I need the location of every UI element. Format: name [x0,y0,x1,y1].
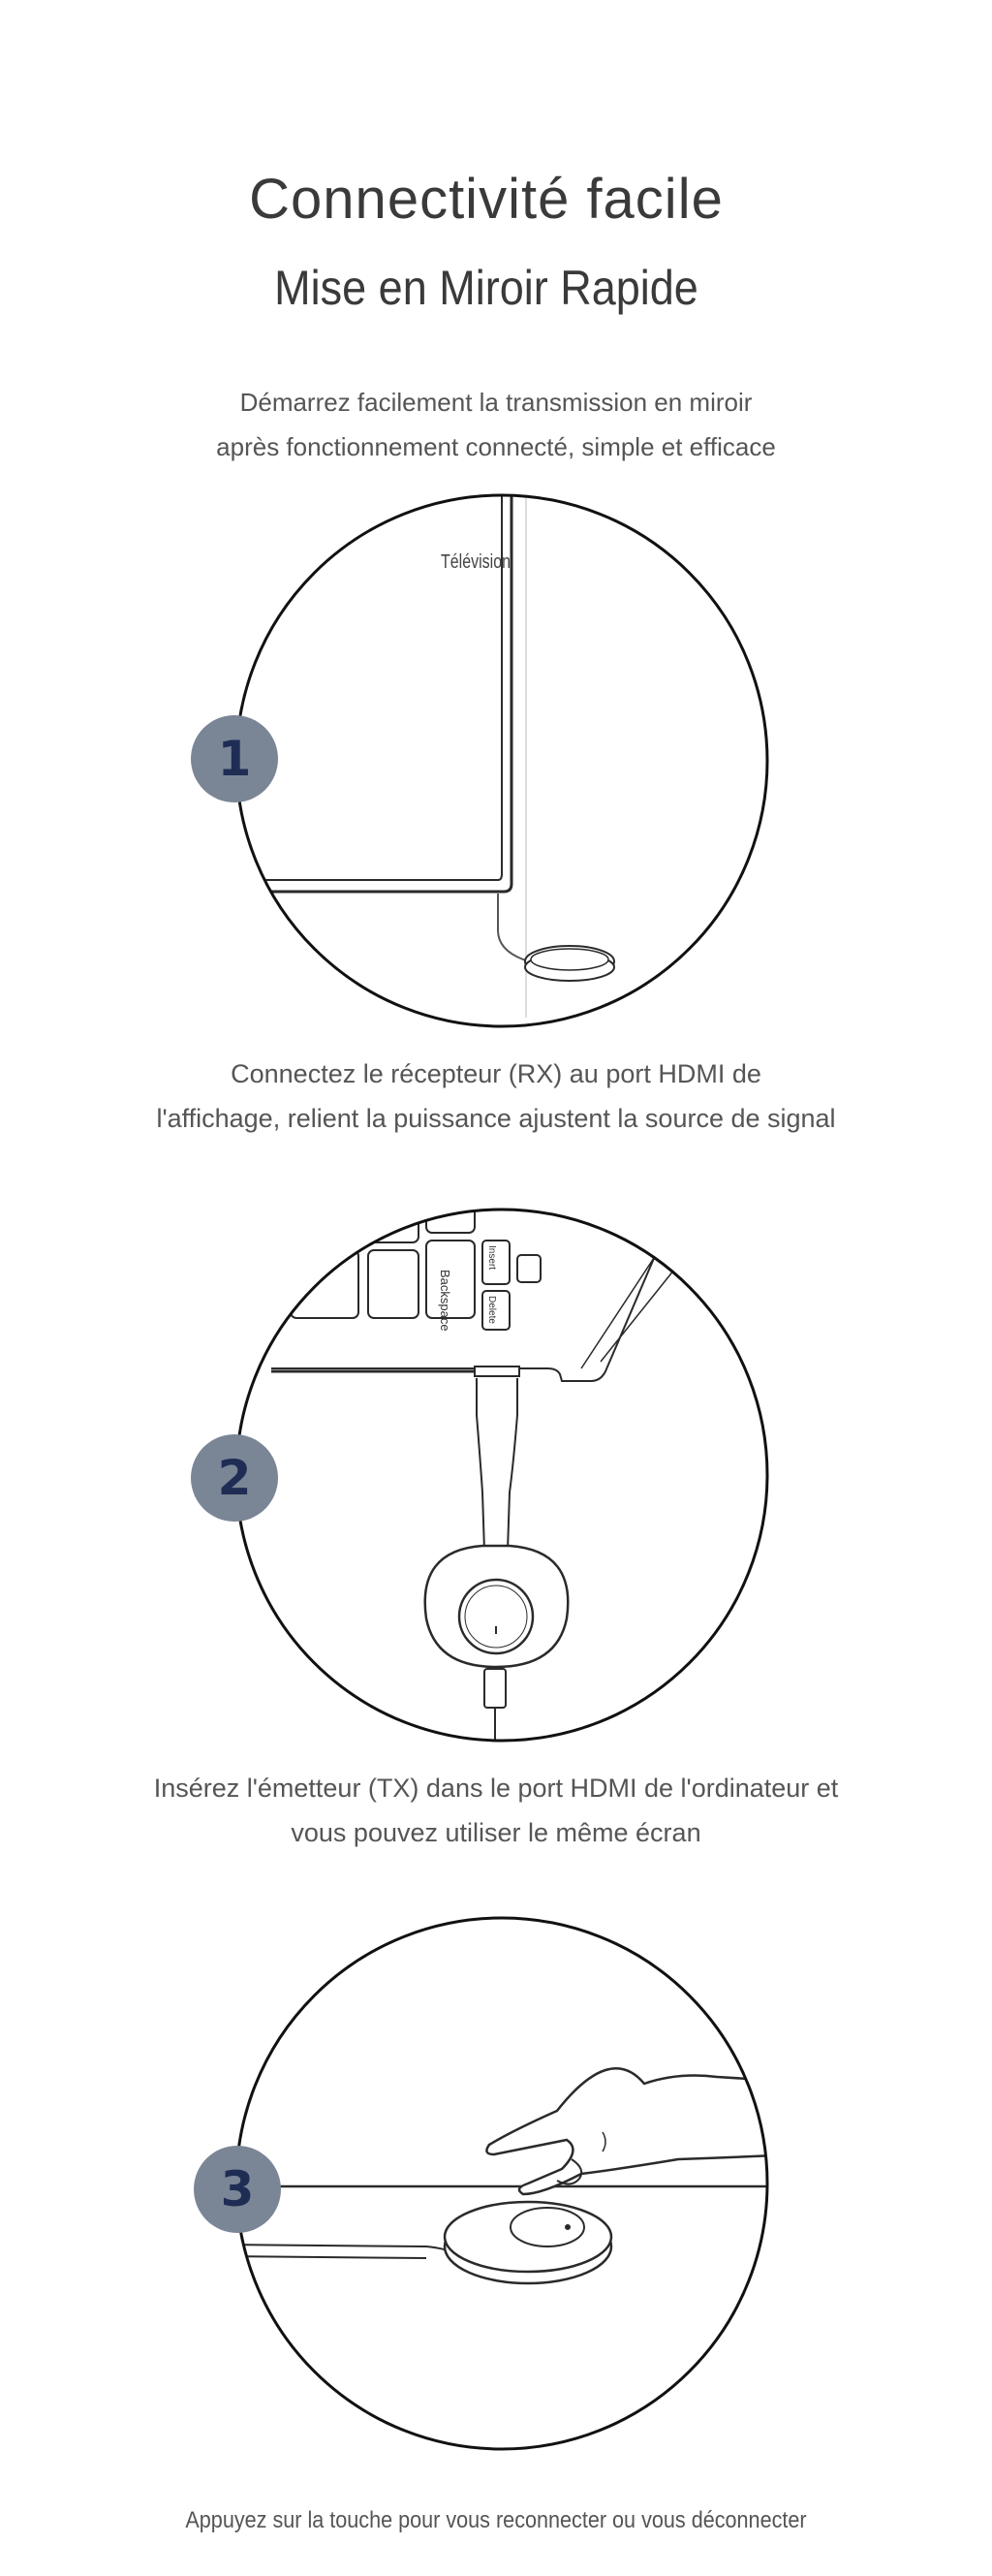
delete-key-label: Delete [486,1296,497,1324]
step-3-badge [194,2146,281,2233]
page-title: Connectivité facile [249,168,724,231]
step-1-line-2: l'affichage, relient la puissance ajustent la source de signal [156,1104,836,1133]
step-1-badge [191,715,278,802]
step-2-caption [0,1766,992,1855]
step-1-number: 1 [217,731,252,787]
tv-label: Télévision [441,550,512,573]
step-2-number: 2 [217,1450,252,1506]
step-3-caption: Appuyez sur la touche pour vous reconnecter ou vous déconnecter [185,2507,807,2533]
backspace-key-label: Backspace [438,1270,452,1332]
intro-text [0,380,992,469]
page-subtitle: Mise en Miroir Rapide [274,261,698,315]
intro-line-1: Démarrez facilement la transmission en miroir [239,388,753,417]
step-1-caption [0,1052,992,1141]
step-1-illustration [0,475,992,1047]
step-2-badge [191,1434,278,1522]
step-1-line-1: Connectez le récepteur (RX) au port HDMI de [231,1059,761,1088]
step-2-line-2: vous pouvez utiliser le même écran [291,1818,701,1847]
step-3-illustration [0,1907,992,2469]
step-2-illustration [0,1202,992,1754]
insert-key-label: Insert [486,1245,497,1271]
step-2-line-1: Insérez l'émetteur (TX) dans le port HDMI de l'ordinateur et [153,1774,839,1803]
intro-line-2: après fonctionnement connecté, simple et efficace [216,432,776,461]
step-3-number: 3 [220,2161,255,2217]
